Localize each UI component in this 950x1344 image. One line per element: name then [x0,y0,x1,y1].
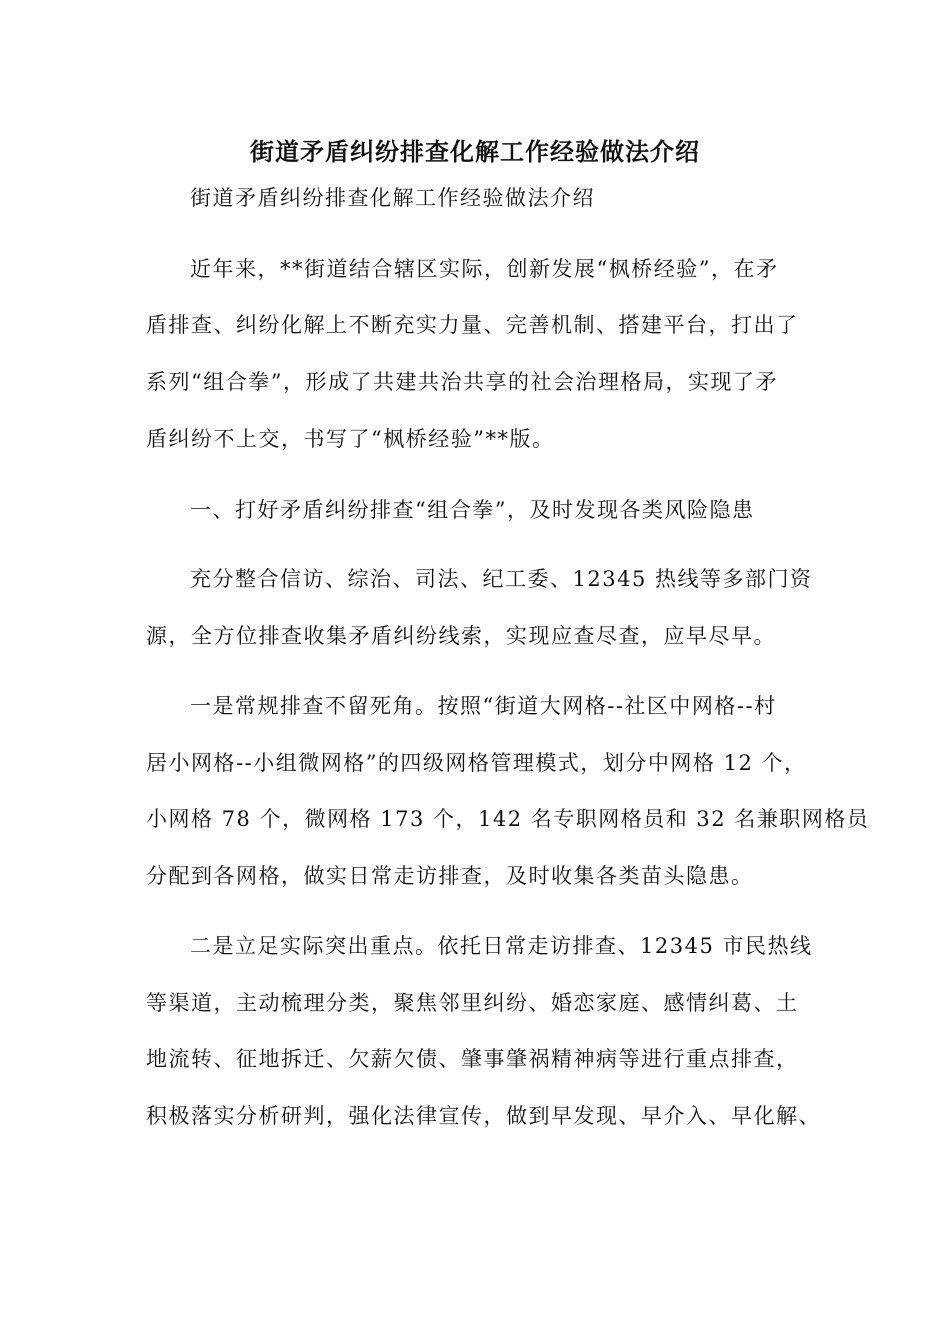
paragraph-line: 分配到各网格，做实日常走访排查，及时收集各类苗头隐患。 [146,864,754,888]
section-heading: 一、打好矛盾纠纷排查“组合拳”，及时发现各类风险隐患 [190,498,755,522]
paragraph-line: 一是常规排查不留死角。按照“街道大网格--社区中网格--村 [190,694,777,718]
paragraph-line: 小网格 78 个，微网格 173 个，142 名专职网格员和 32 名兼职网格员 [146,807,870,831]
subtitle-line: 街道矛盾纠纷排查化解工作经验做法介绍 [190,186,595,210]
paragraph-line: 盾纠纷不上交，书写了“枫桥经验”**版。 [146,427,555,451]
paragraph-line: 源，全方位排查收集矛盾纠纷线索，实现应查尽查，应早尽早。 [146,624,776,648]
paragraph-line: 二是立足实际突出重点。依托日常走访排查、12345 市民热线 [190,934,813,958]
paragraph-line: 系列“组合拳”，形成了共建共治共享的社会治理格局，实现了矛 [146,370,778,394]
paragraph-line: 等渠道，主动梳理分类，聚焦邻里纠纷、婚恋家庭、感情纠葛、土 [146,991,799,1015]
document-title: 街道矛盾纠纷排查化解工作经验做法介绍 [250,137,700,166]
paragraph-line: 居小网格--小组微网格”的四级网格管理模式，划分中网格 12 个， [146,751,807,775]
paragraph-line: 盾排查、纠纷化解上不断充实力量、完善机制、搭建平台，打出了 [146,313,799,337]
paragraph-line: 近年来，**街道结合辖区实际，创新发展“枫桥经验”，在矛 [190,257,779,281]
paragraph-line: 地流转、征地拆迁、欠薪欠债、肇事肇祸精神病等进行重点排查， [146,1047,799,1071]
paragraph-line: 充分整合信访、综治、司法、纪工委、12345 热线等多部门资 [190,567,813,591]
paragraph-line: 积极落实分析研判，强化法律宣传，做到早发现、早介入、早化解、 [146,1104,821,1128]
